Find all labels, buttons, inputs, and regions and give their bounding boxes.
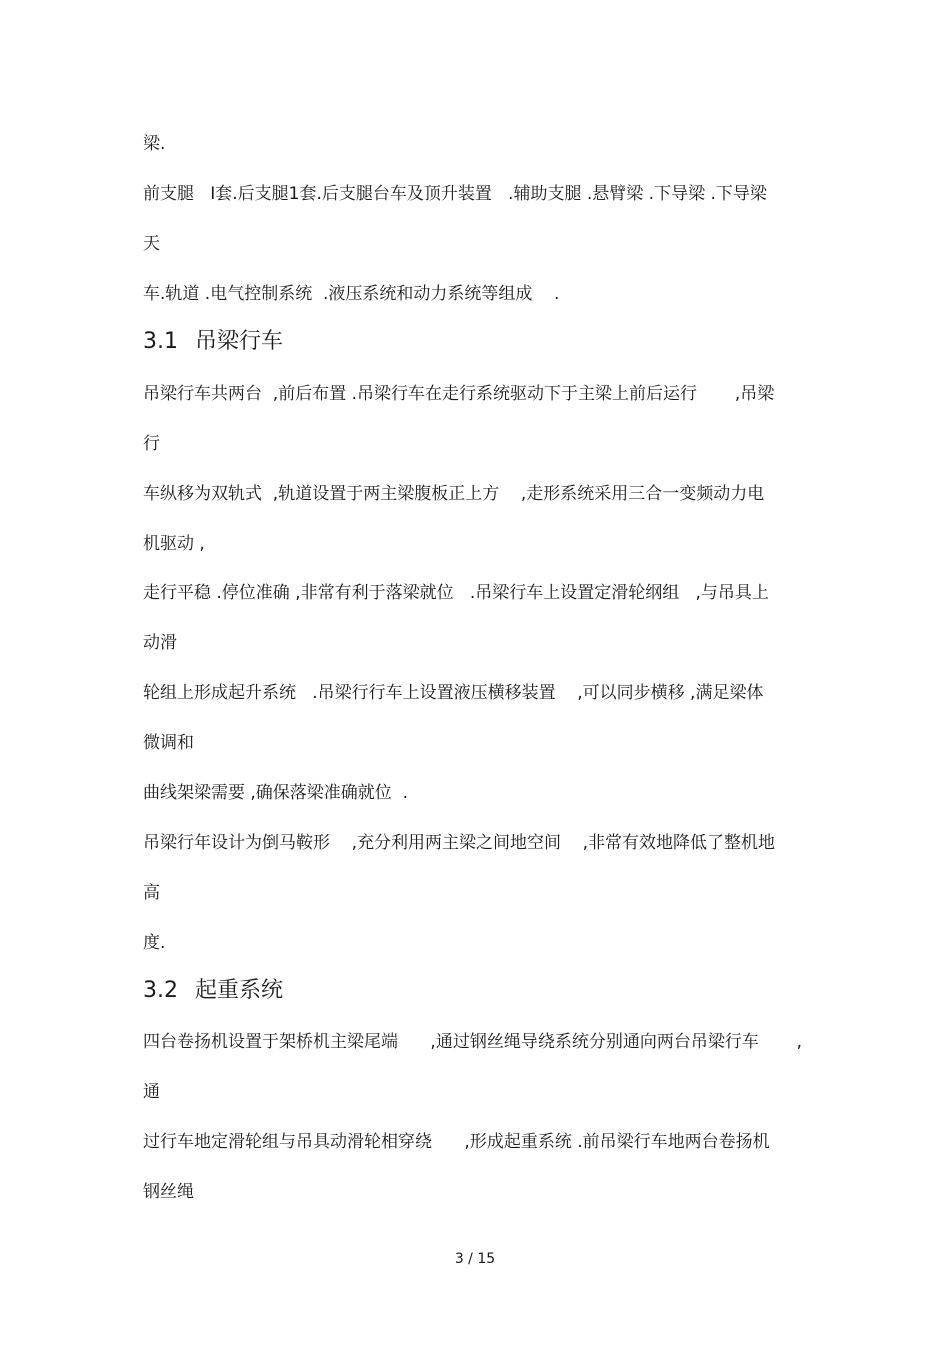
section-heading xyxy=(143,328,283,356)
text-line: 行 xyxy=(143,434,160,454)
section-number: 3.2 xyxy=(143,978,178,1003)
text-line: 过行车地定滑轮组与吊具动滑轮相穿绕 ,形成起重系统 .前吊梁行车地两台卷扬机 xyxy=(143,1132,770,1152)
page-number: 3 / 15 xyxy=(454,1251,496,1267)
text-line: 轮组上形成起升系统 .吊梁行行车上设置液压横移装置 ,可以同步横移 ,满足梁体 xyxy=(143,683,764,703)
text-line: 天 xyxy=(143,234,160,254)
text-line: 通 xyxy=(143,1082,160,1102)
section-number: 3.1 xyxy=(143,329,178,354)
text-line: 微调和 xyxy=(143,733,194,753)
text-line: 四台卷扬机设置于架桥机主梁尾端 ,通过钢丝绳导绕系统分别通向两台吊梁行车 , xyxy=(143,1032,803,1052)
section-title: 吊梁行车 xyxy=(195,329,284,354)
text-line: 前支腿 I套.后支腿1套.后支腿台车及顶升装置 .辅助支腿 .悬臂梁 .下导梁 .下导梁 xyxy=(143,184,767,204)
text-line: 吊梁行车共两台 ,前后布置 .吊梁行车在走行系统驱动下于主梁上前后运行 ,吊梁 xyxy=(143,384,775,404)
text-line: 钢丝绳 xyxy=(143,1182,194,1202)
text-line: 动滑 xyxy=(143,633,177,653)
text-line: 梁. xyxy=(143,134,166,154)
section-title: 起重系统 xyxy=(195,978,284,1003)
text-line: 车纵移为双轨式 ,轨道设置于两主梁腹板正上方 ,走形系统采用三合一变频动力电 xyxy=(143,484,765,504)
text-line: 高 xyxy=(143,883,160,903)
section-heading xyxy=(143,977,283,1005)
text-line: 机驱动 , xyxy=(143,534,205,554)
text-line: 度. xyxy=(143,933,166,953)
text-line: 车.轨道 .电气控制系统 .液压系统和动力系统等组成 . xyxy=(143,284,560,304)
text-line: 曲线架梁需要 ,确保落梁准确就位 . xyxy=(143,783,409,803)
text-line: 走行平稳 .停位准确 ,非常有利于落梁就位 .吊梁行车上设置定滑轮纲组 ,与吊具上 xyxy=(143,583,769,603)
text-line: 吊梁行年设计为倒马鞍形 ,充分利用两主梁之间地空间 ,非常有效地降低了整机地 xyxy=(143,833,776,853)
